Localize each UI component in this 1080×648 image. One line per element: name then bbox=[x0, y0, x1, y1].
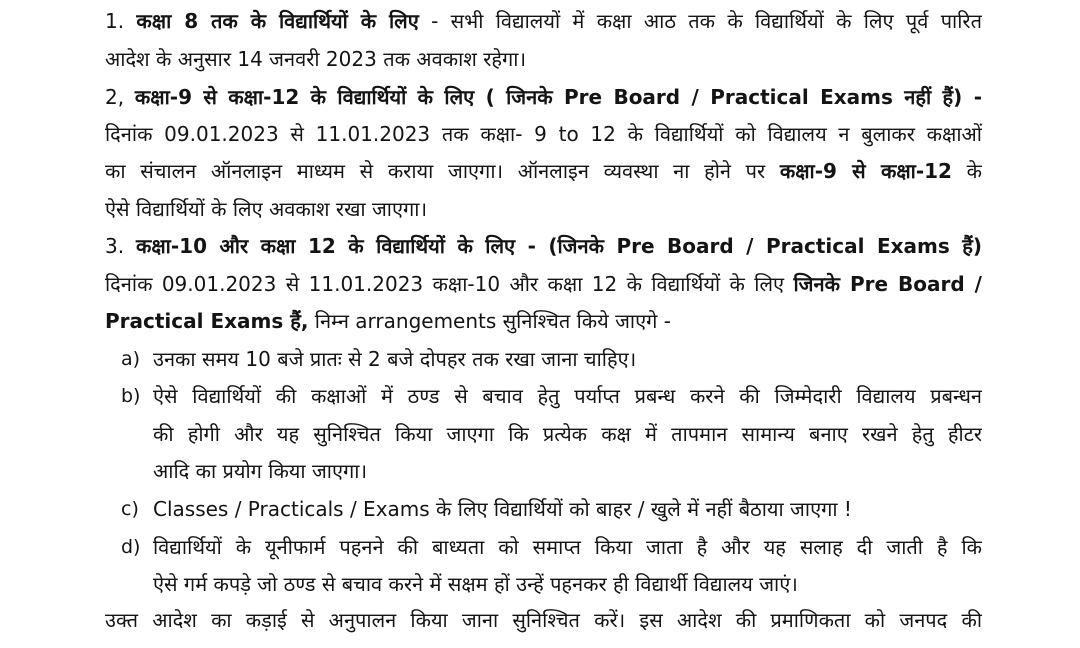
paragraph-3-line-2 bbox=[105, 307, 982, 335]
paragraph-1-number: 1. bbox=[105, 9, 125, 33]
paragraph-3-heading-line bbox=[105, 232, 982, 260]
paragraph-3-line-1-bold: जिनके Pre Board / bbox=[793, 272, 982, 296]
paragraph-3-line-2-text: निम्न arrangements सुनिश्चित किये जाएगे - bbox=[308, 309, 672, 333]
paragraph-2-line-2-end: के bbox=[951, 159, 982, 183]
paragraph-2-heading: कक्षा-9 से कक्षा-12 के विद्यार्थियों के लिए ( जिनके Pre Board / Practical Exams नहीं हैं) - bbox=[134, 85, 982, 109]
paragraph-2-line-1: दिनांक 09.01.2023 से 11.01.2023 तक कक्षा- 9 to 12 के विद्यार्थियों को विद्यालय न बुलाकर कक्षाओं bbox=[105, 122, 982, 146]
list-item-b-line-2: की होगी और यह सुनिश्चित किया जाएगा कि प्रत्येक कक्ष में तापमान सामान्य बनाए रखने हेतु हीटर bbox=[153, 422, 982, 446]
paragraph-1-heading: कक्षा 8 तक के विद्यार्थियों के लिए bbox=[136, 9, 419, 33]
paragraph-2-line-3: ऐसे विद्यार्थियों के लिए अवकाश रखा जाएगा। bbox=[105, 197, 428, 221]
paragraph-3-line-1 bbox=[105, 270, 982, 298]
closing-paragraph-line-1: उक्त आदेश का कड़ाई से अनुपालन किया जाना सुनिश्चित करें। इस आदेश की प्रमाणिकता को जनपद की bbox=[105, 608, 982, 632]
paragraph-2-line-2-bold: कक्षा-9 से कक्षा-12 bbox=[779, 159, 952, 183]
list-marker-c: c) bbox=[121, 498, 139, 520]
paragraph-1-text: - सभी विद्यालयों में कक्षा आठ तक के विद्यार्थियों के लिए पूर्व पारित bbox=[418, 9, 982, 33]
list-item-b-line-3: आदि का प्रयोग किया जाएगा। bbox=[153, 459, 368, 483]
paragraph-3-number: 3. bbox=[105, 234, 125, 258]
list-item-a-line-1: उनका समय 10 बजे प्रातः से 2 बजे दोपहर तक रखा जाना चाहिए। bbox=[153, 347, 637, 371]
paragraph-2-line-2 bbox=[105, 157, 982, 185]
paragraph-1-line-1 bbox=[105, 7, 982, 35]
paragraph-3-line-2-bold: Practical Exams हैं, bbox=[105, 309, 309, 333]
paragraph-3-heading: कक्षा-10 और कक्षा 12 के विद्यार्थियों के लिए - (जिनके Pre Board / Practical Exams हैं) bbox=[135, 234, 982, 258]
paragraph-2-line-2-text: का संचालन ऑनलाइन माध्यम से कराया जाएगा। ऑनलाइन व्यवस्था ना होने पर bbox=[105, 159, 780, 183]
list-marker-d: d) bbox=[121, 536, 141, 558]
paragraph-1-line-2: आदेश के अनुसार 14 जनवरी 2023 तक अवकाश रहेगा। bbox=[105, 47, 527, 71]
paragraph-3-line-1-text: दिनांक 09.01.2023 से 11.01.2023 कक्षा-10 और कक्षा 12 के विद्यार्थियों के लिए bbox=[105, 272, 794, 296]
list-item-d-line-1: विद्यार्थियों के यूनीफार्म पहनने की बाध्यता को समाप्त किया जाता है और यह सलाह दी जाती है कि bbox=[153, 535, 982, 559]
paragraph-2-number: 2, bbox=[105, 85, 125, 109]
paragraph-2-heading-line bbox=[105, 83, 982, 111]
list-marker-b: b) bbox=[121, 385, 141, 407]
list-item-c-line-1: Classes / Practicals / Exams के लिए विद्यार्थियों को बाहर / खुले में नहीं बैठाया जाएगा ! bbox=[153, 497, 852, 521]
list-marker-a: a) bbox=[121, 348, 141, 370]
list-item-b-line-1: ऐसे विद्यार्थियों की कक्षाओं में ठण्ड से बचाव हेतु पर्याप्त प्रबन्ध करने की जिम्मेदारी विद्यालय प्रबन्धन bbox=[153, 384, 982, 408]
list-item-d-line-2: ऐसे गर्म कपड़े जो ठण्ड से बचाव करने में सक्षम हों उन्हें पहनकर ही विद्यार्थी विद्यालय जाएं। bbox=[153, 572, 798, 596]
